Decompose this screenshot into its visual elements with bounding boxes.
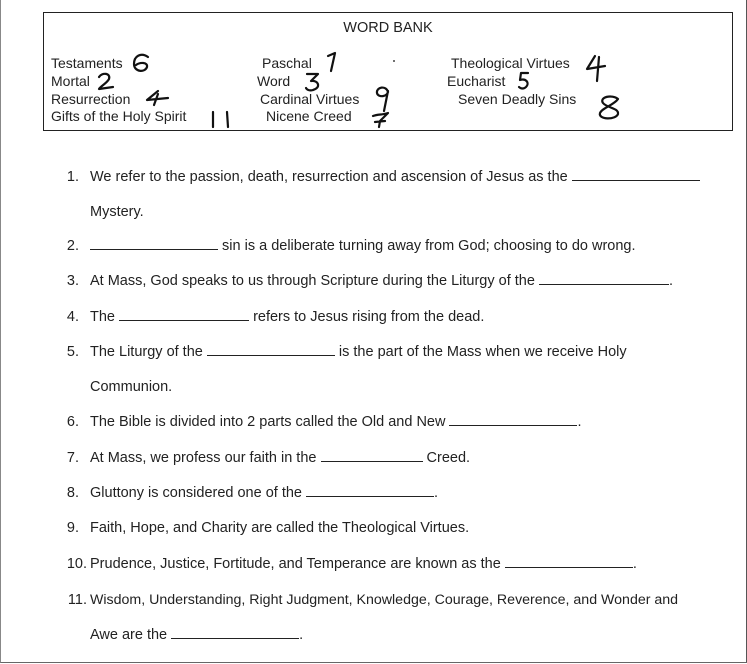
handwritten-mark-7 bbox=[371, 111, 391, 129]
handwritten-mark-2 bbox=[96, 71, 116, 91]
word-bank-title: WORD BANK bbox=[343, 20, 433, 36]
question-text: Wisdom, Understanding, Right Judgment, Knowledge, Courage, Reverence, and Wonder and bbox=[90, 592, 679, 608]
question-text-end: . bbox=[434, 485, 439, 501]
answer-blank[interactable] bbox=[449, 414, 577, 426]
handwritten-mark-8 bbox=[594, 95, 624, 121]
handwritten-mark-5 bbox=[517, 71, 531, 91]
question-11-line2 bbox=[90, 627, 303, 643]
answer-blank[interactable] bbox=[306, 485, 434, 497]
question-text: At Mass, God speaks to us through Scripture during the Liturgy of the bbox=[90, 273, 535, 289]
question-text: The bbox=[90, 309, 115, 325]
question-text: We refer to the passion, death, resurrection and ascension of Jesus as the bbox=[90, 169, 568, 185]
handwritten-mark-4-resurrection bbox=[142, 89, 170, 107]
term-gifts-holy-spirit: Gifts of the Holy Spirit bbox=[51, 108, 187, 124]
question-5-line2: Communion. bbox=[90, 379, 173, 395]
question-text-end: Creed. bbox=[426, 450, 471, 466]
handwritten-mark-11 bbox=[209, 108, 233, 130]
question-number: 8. bbox=[66, 485, 79, 501]
answer-blank[interactable] bbox=[90, 238, 218, 250]
question-text-end: is the part of the Mass when we receive Holy bbox=[338, 344, 627, 360]
question-1-line2: Mystery. bbox=[90, 204, 144, 220]
word-bank-box bbox=[43, 12, 733, 131]
term-nicene-creed: Nicene Creed bbox=[266, 108, 352, 124]
term-paschal: Paschal bbox=[262, 55, 312, 71]
question-text-end: . bbox=[668, 273, 673, 289]
answer-blank[interactable] bbox=[572, 169, 700, 181]
question-text: Awe are the bbox=[90, 627, 168, 643]
handwritten-mark-3 bbox=[304, 71, 322, 93]
question-text: At Mass, we profess our faith in the bbox=[90, 450, 317, 466]
question-text: Gluttony is considered one of the bbox=[90, 485, 302, 501]
term-resurrection: Resurrection bbox=[51, 91, 131, 107]
answer-blank[interactable] bbox=[505, 556, 633, 568]
question-number: 5. bbox=[66, 344, 79, 360]
question-number: 9. bbox=[66, 520, 79, 536]
question-number: 7. bbox=[66, 450, 79, 466]
question-text: sin is a deliberate turning away from God; choosing to do wrong. bbox=[222, 238, 636, 254]
question-text: Prudence, Justice, Fortitude, and Temperance are known as the bbox=[90, 556, 501, 572]
term-theological-virtues: Theological Virtues bbox=[451, 55, 570, 71]
question-text-end: . bbox=[299, 627, 304, 643]
question-number: 10. bbox=[66, 556, 87, 572]
answer-blank[interactable] bbox=[539, 273, 669, 285]
question-text-end: refers to Jesus rising from the dead. bbox=[253, 309, 485, 325]
answer-blank[interactable] bbox=[171, 627, 299, 639]
question-number: 11. bbox=[67, 592, 87, 608]
term-word: Word bbox=[257, 73, 291, 89]
question-text-end: . bbox=[632, 556, 637, 572]
handwritten-mark-6 bbox=[131, 53, 151, 75]
answer-blank[interactable] bbox=[119, 309, 249, 321]
question-number: 2. bbox=[66, 238, 79, 254]
question-text-end: . bbox=[577, 414, 582, 430]
term-cardinal-virtues: Cardinal Virtues bbox=[260, 91, 360, 107]
question-number: 6. bbox=[66, 414, 79, 430]
handwritten-mark-1 bbox=[324, 51, 340, 73]
handwritten-mark-9 bbox=[373, 85, 393, 113]
question-text: The Liturgy of the bbox=[90, 344, 203, 360]
answer-blank[interactable] bbox=[207, 344, 335, 356]
term-eucharist: Eucharist bbox=[447, 73, 506, 89]
question-number: 1. bbox=[66, 169, 79, 185]
handwritten-mark-4-theological bbox=[584, 53, 608, 83]
term-mortal: Mortal bbox=[51, 73, 90, 89]
stray-mark bbox=[393, 60, 395, 62]
term-seven-deadly-sins: Seven Deadly Sins bbox=[458, 91, 577, 107]
question-text: Faith, Hope, and Charity are called the Theological Virtues. bbox=[90, 520, 470, 536]
term-testaments: Testaments bbox=[51, 55, 123, 71]
question-text: The Bible is divided into 2 parts called the Old and New bbox=[90, 414, 446, 430]
question-number: 3. bbox=[66, 273, 79, 289]
question-number: 4. bbox=[66, 309, 79, 325]
answer-blank[interactable] bbox=[321, 450, 423, 462]
